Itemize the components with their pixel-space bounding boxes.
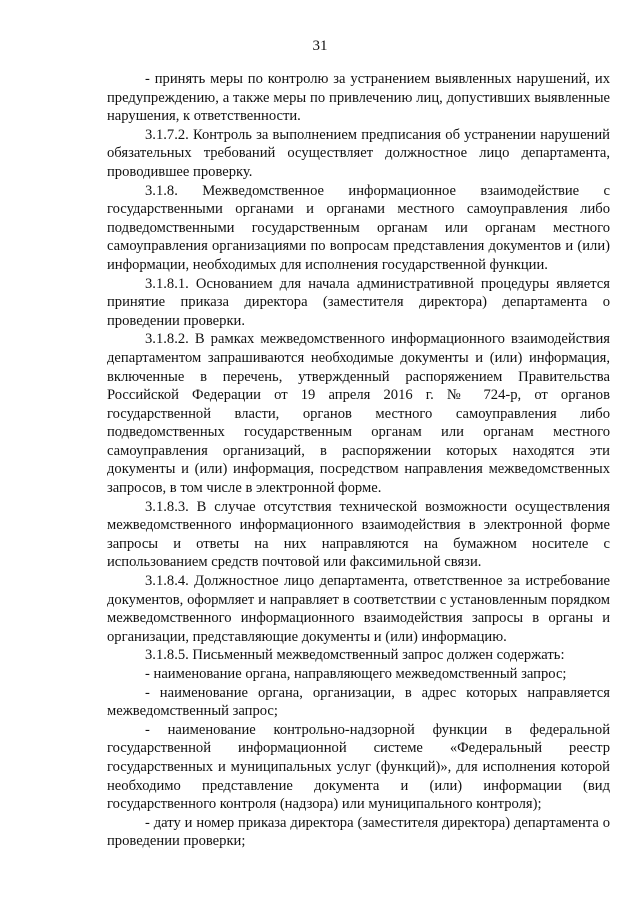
paragraph: 3.1.8.4. Должностное лицо департамента, ответственное за истребование документов, оформляет и направляет в соответствии с установленным порядком межведомственного информационного взаимодействия запросы в органы и организации, представляющие документы и (или) информацию.	[107, 573, 610, 645]
page-number: 31	[312, 38, 328, 54]
paragraph: - наименование контрольно-надзорной функции в федеральной государственной информационной системе «Федеральный реестр государственных и муниципальных услуг (функций)», для исполнения которой необходимо представление документа и (или) информации (вид государственного контроля (надзора) или муниципального контроля);	[107, 721, 610, 813]
paragraph: 3.1.8.1. Основанием для начала административной процедуры является принятие приказа директора (заместителя директора) департамента о проведении проверки.	[107, 275, 610, 329]
document-body	[107, 70, 610, 851]
paragraph: 3.1.8.2. В рамках межведомственного информационного взаимодействия департаментом запрашиваются необходимые документы и (или) информация, включенные в перечень, утвержденный распоряжением Правительства Российской Федерации от 19 апреля 2016 г. № 724-р, от органов государственной власти, органов местного самоуправления либо подведомственных государственным органам или органам местного самоуправления организаций, в распоряжении которых находятся эти документы и (или) информация, посредством направления межведомственных запросов, в том числе в электронной форме.	[107, 331, 610, 497]
paragraph: - дату и номер приказа директора (заместителя директора) департамента о проведении проверки;	[107, 814, 610, 850]
paragraph: 3.1.8.5. Письменный межведомственный запрос должен содержать:	[145, 647, 565, 664]
paragraph: 3.1.8. Межведомственное информационное взаимодействие с государственными органами и органами местного самоуправления либо подведомственными государственным органам или органам местного самоуправления организациями по вопросам представления документов и (или) информации, необходимых для исполнения государственной функции.	[107, 182, 610, 273]
paragraph: - наименование органа, организации, в адрес которых направляется межведомственный запрос;	[107, 684, 610, 720]
paragraph: - наименование органа, направляющего межведомственный запрос;	[145, 666, 567, 682]
paragraph: 3.1.8.3. В случае отсутствия технической возможности осуществления межведомственного информационного взаимодействия в электронной форме запросы и ответы на них направляются на бумажном носителе с использованием средств почтовой или факсимильной связи.	[107, 498, 610, 571]
paragraph: - принять меры по контролю за устранением выявленных нарушений, их предупреждению, а также меры по привлечению лиц, допустивших выявленные нарушения, к ответственности.	[107, 71, 610, 125]
paragraph: 3.1.7.2. Контроль за выполнением предписания об устранении нарушений обязательных требований осуществляет должностное лицо департамента, проводившее проверку.	[107, 126, 610, 180]
